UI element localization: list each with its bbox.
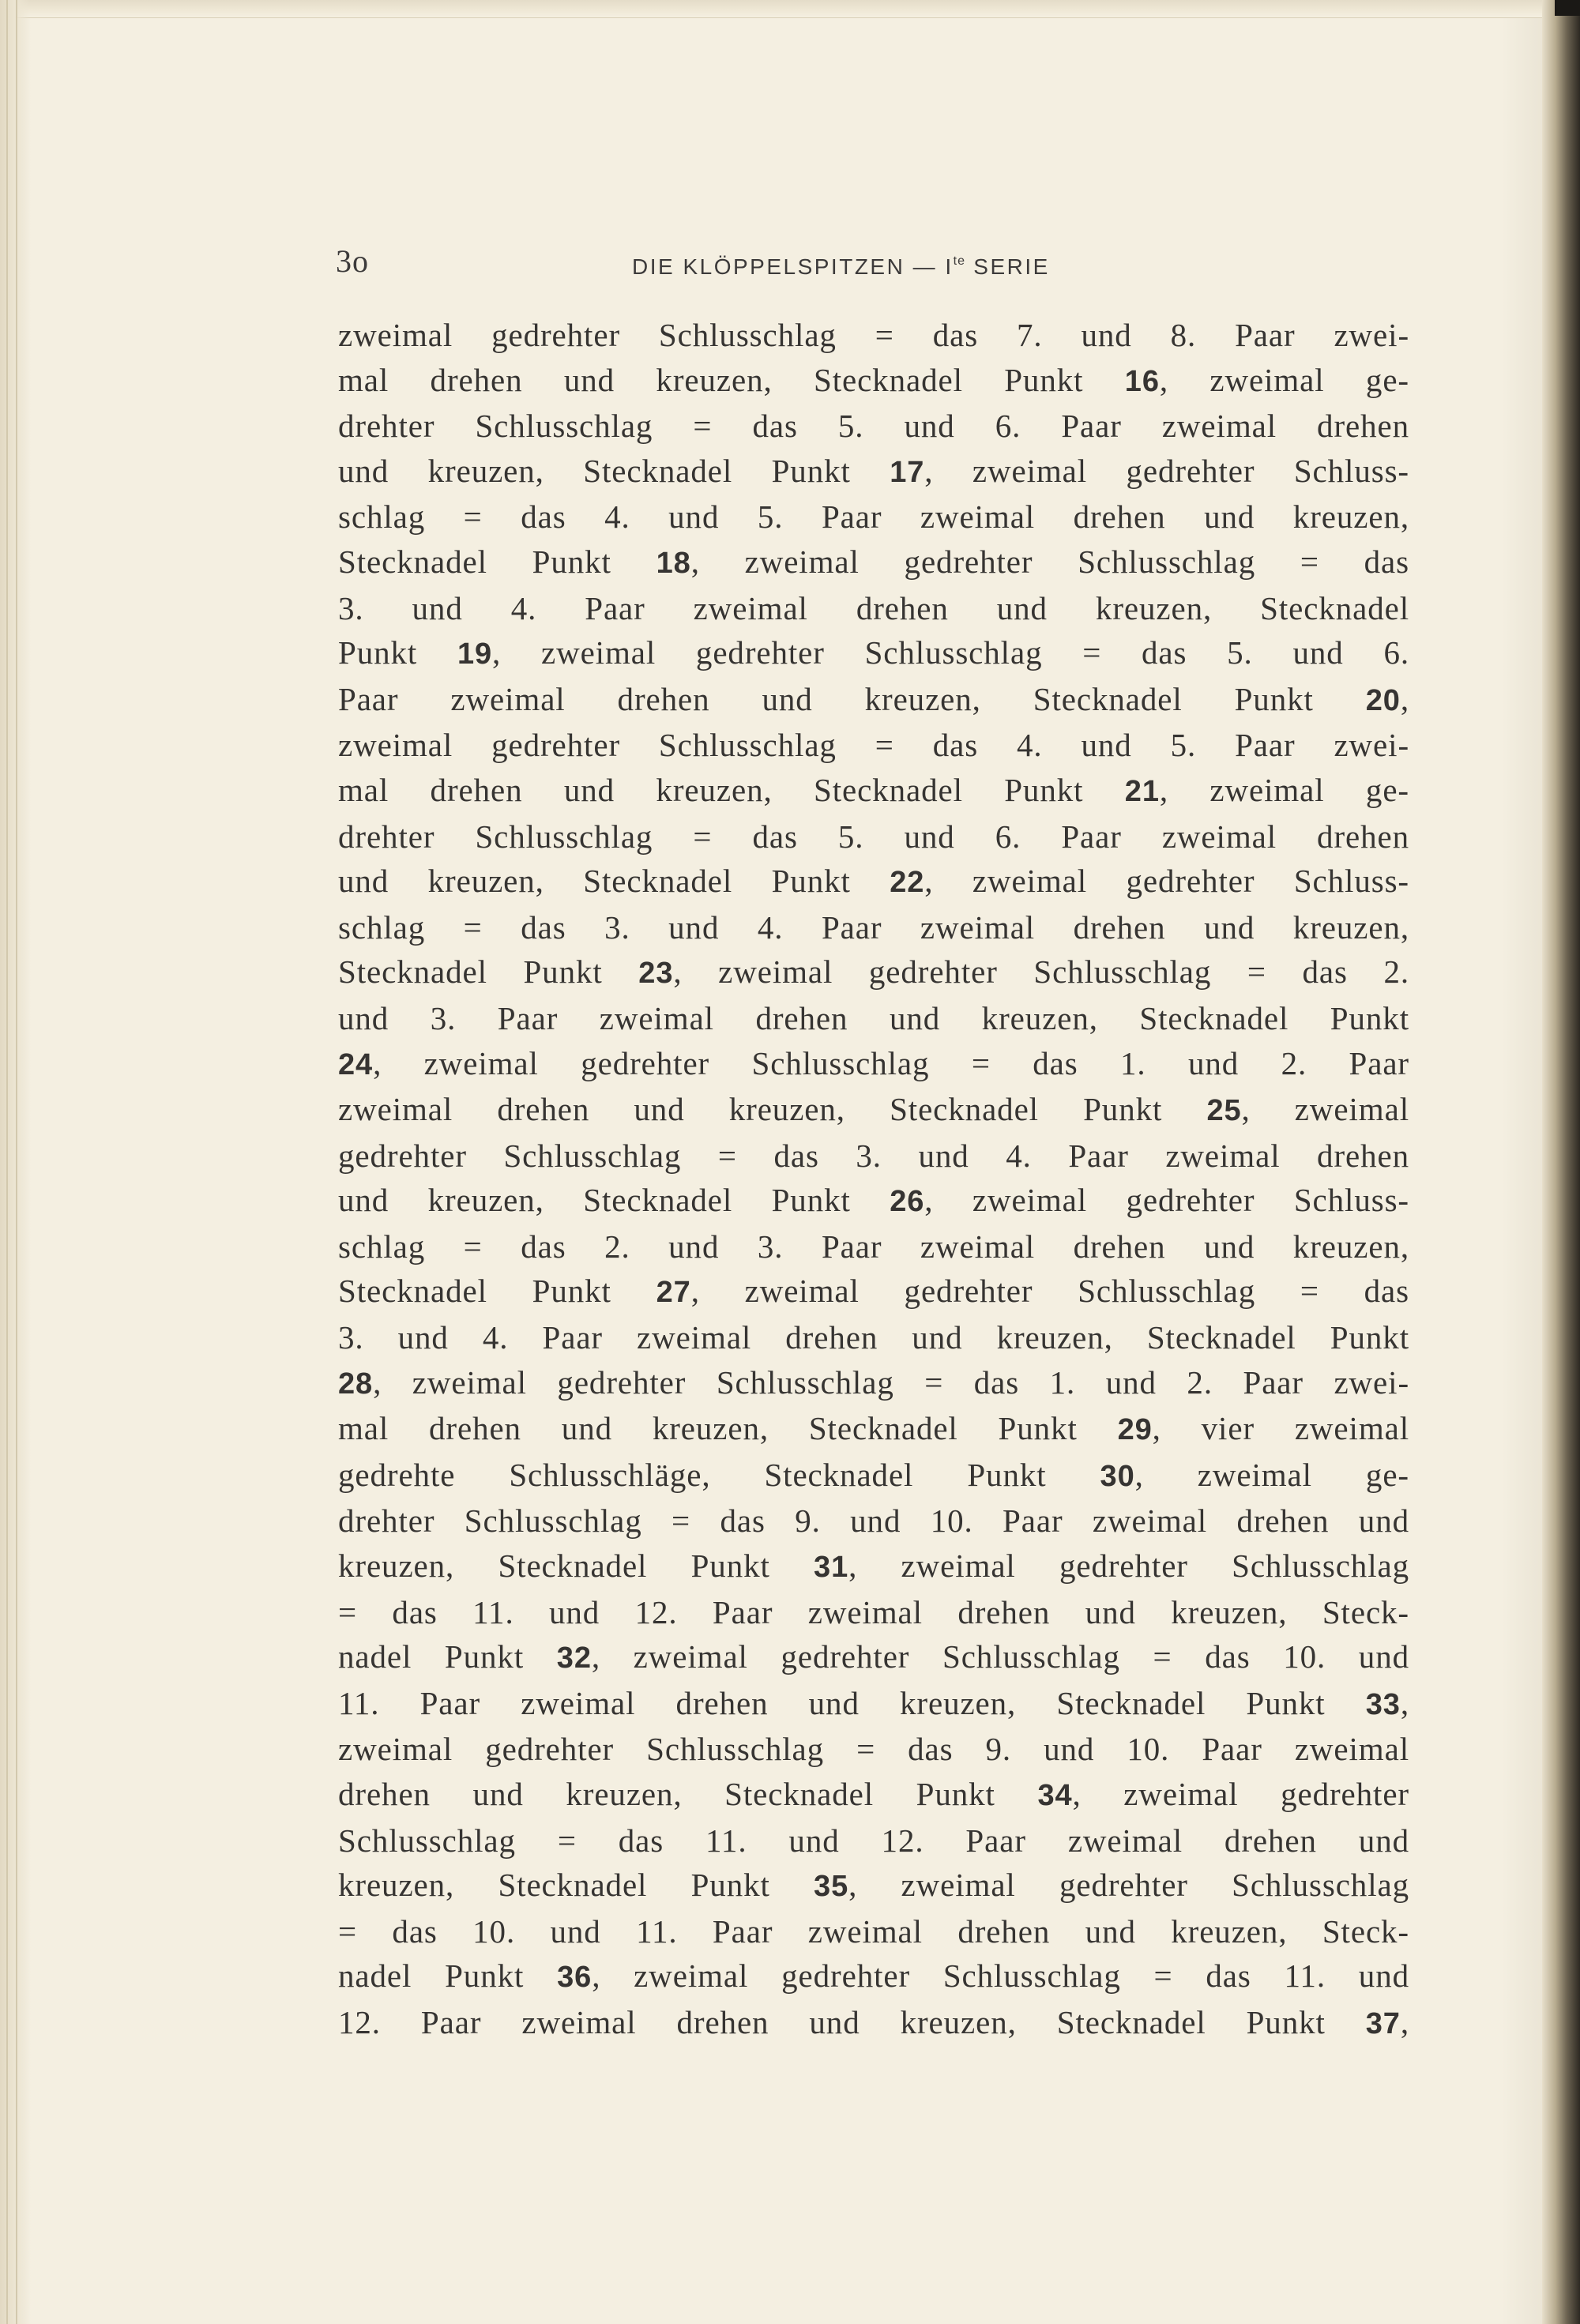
running-title-tail: SERIE xyxy=(965,254,1050,279)
text-line: nadel Punkt 36, zweimal gedrehter Schlusschlag = das 11. und xyxy=(338,1957,1409,1995)
text-line: Punkt 19, zweimal gedrehter Schlusschlag = das 5. und 6. xyxy=(338,634,1409,671)
text-line: Stecknadel Punkt 23, zweimal gedrehter Schlusschlag = das 2. xyxy=(338,953,1409,991)
text-line: schlag = das 2. und 3. Paar zweimal drehen und kreuzen, xyxy=(338,1228,1409,1265)
text-line: und 3. Paar zweimal drehen und kreuzen, Stecknadel Punkt xyxy=(338,999,1409,1036)
text-line: kreuzen, Stecknadel Punkt 35, zweimal gedrehter Schlusschlag xyxy=(338,1867,1409,1904)
text-line: schlag = das 3. und 4. Paar zweimal drehen und kreuzen, xyxy=(338,908,1409,946)
text-line: zweimal gedrehter Schlusschlag = das 9. und 10. Paar zweimal xyxy=(338,1731,1409,1768)
page-header xyxy=(336,242,1410,281)
text-line: zweimal drehen und kreuzen, Stecknadel Punkt 25, zweimal xyxy=(338,1091,1409,1128)
text-line: mal drehen und kreuzen, Stecknadel Punkt 16, zweimal ge- xyxy=(338,361,1409,398)
text-line: mal drehen und kreuzen, Stecknadel Punkt 21, zweimal ge- xyxy=(338,771,1409,808)
page-number: 3o xyxy=(336,243,369,279)
text-line: nadel Punkt 32, zweimal gedrehter Schlusschlag = das 10. und xyxy=(338,1638,1409,1675)
page-left-edge xyxy=(0,0,30,2324)
binding-line xyxy=(16,0,17,2324)
text-line: 12. Paar zweimal drehen und kreuzen, Stecknadel Punkt 37, xyxy=(338,2003,1409,2040)
text-line: schlag = das 4. und 5. Paar zweimal drehen und kreuzen, xyxy=(338,498,1409,536)
text-line: drehter Schlusschlag = das 5. und 6. Paar zweimal drehen xyxy=(338,818,1409,855)
running-title xyxy=(632,245,1050,284)
text-line: drehter Schlusschlag = das 9. und 10. Paar zweimal drehen und xyxy=(338,1502,1409,1540)
text-line: Stecknadel Punkt 27, zweimal gedrehter Schlusschlag = das xyxy=(338,1273,1409,1310)
text-line: Schlusschlag = das 11. und 12. Paar zweimal drehen und xyxy=(338,1822,1409,1859)
text-line: und kreuzen, Stecknadel Punkt 22, zweimal gedrehter Schluss- xyxy=(338,863,1409,900)
text-line: 24, zweimal gedrehter Schlusschlag = das 1. und 2. Paar xyxy=(338,1044,1409,1081)
book-gutter-shadow xyxy=(1542,0,1580,2324)
running-title-main: DIE KLÖPPELSPITZEN — I xyxy=(632,254,954,279)
text-line: = das 11. und 12. Paar zweimal drehen und kreuzen, Steck- xyxy=(338,1593,1409,1630)
text-line: mal drehen und kreuzen, Stecknadel Punkt 29, vier zweimal xyxy=(338,1410,1409,1447)
text-line: zweimal gedrehter Schlusschlag = das 4. und 5. Paar zwei- xyxy=(338,727,1409,764)
text-line: Paar zweimal drehen und kreuzen, Stecknadel Punkt 20, xyxy=(338,680,1409,717)
text-line: 3. und 4. Paar zweimal drehen und kreuzen, Stecknadel Punkt xyxy=(338,1319,1409,1356)
text-line: gedrehte Schlusschläge, Stecknadel Punkt 30, zweimal ge- xyxy=(338,1456,1409,1493)
binding-line xyxy=(6,0,8,2324)
text-line: 11. Paar zweimal drehen und kreuzen, Stecknadel Punkt 33, xyxy=(338,1684,1409,1721)
text-line: Stecknadel Punkt 18, zweimal gedrehter Schlusschlag = das xyxy=(338,543,1409,580)
text-line: drehter Schlusschlag = das 5. und 6. Paar zweimal drehen xyxy=(338,408,1409,445)
text-line: kreuzen, Stecknadel Punkt 31, zweimal gedrehter Schlusschlag xyxy=(338,1547,1409,1585)
scan-corner xyxy=(1555,0,1580,16)
text-line: und kreuzen, Stecknadel Punkt 26, zweimal gedrehter Schluss- xyxy=(338,1182,1409,1219)
text-line: drehen und kreuzen, Stecknadel Punkt 34, zweimal gedrehter xyxy=(338,1776,1409,1812)
text-line: = das 10. und 11. Paar zweimal drehen und kreuzen, Steck- xyxy=(338,1912,1409,1950)
page-top-edge xyxy=(0,0,1558,18)
body-paragraph xyxy=(338,313,1409,2047)
text-line: und kreuzen, Stecknadel Punkt 17, zweimal gedrehter Schluss- xyxy=(338,452,1409,489)
text-line: 28, zweimal gedrehter Schlusschlag = das 1. und 2. Paar zwei- xyxy=(338,1363,1409,1401)
text-line: 3. und 4. Paar zweimal drehen und kreuzen, Stecknadel xyxy=(338,589,1409,626)
text-line: zweimal gedrehter Schlusschlag = das 7. und 8. Paar zwei- xyxy=(338,317,1409,353)
running-title-superscript: te xyxy=(953,254,965,268)
text-line: gedrehter Schlusschlag = das 3. und 4. Paar zweimal drehen xyxy=(338,1137,1409,1174)
